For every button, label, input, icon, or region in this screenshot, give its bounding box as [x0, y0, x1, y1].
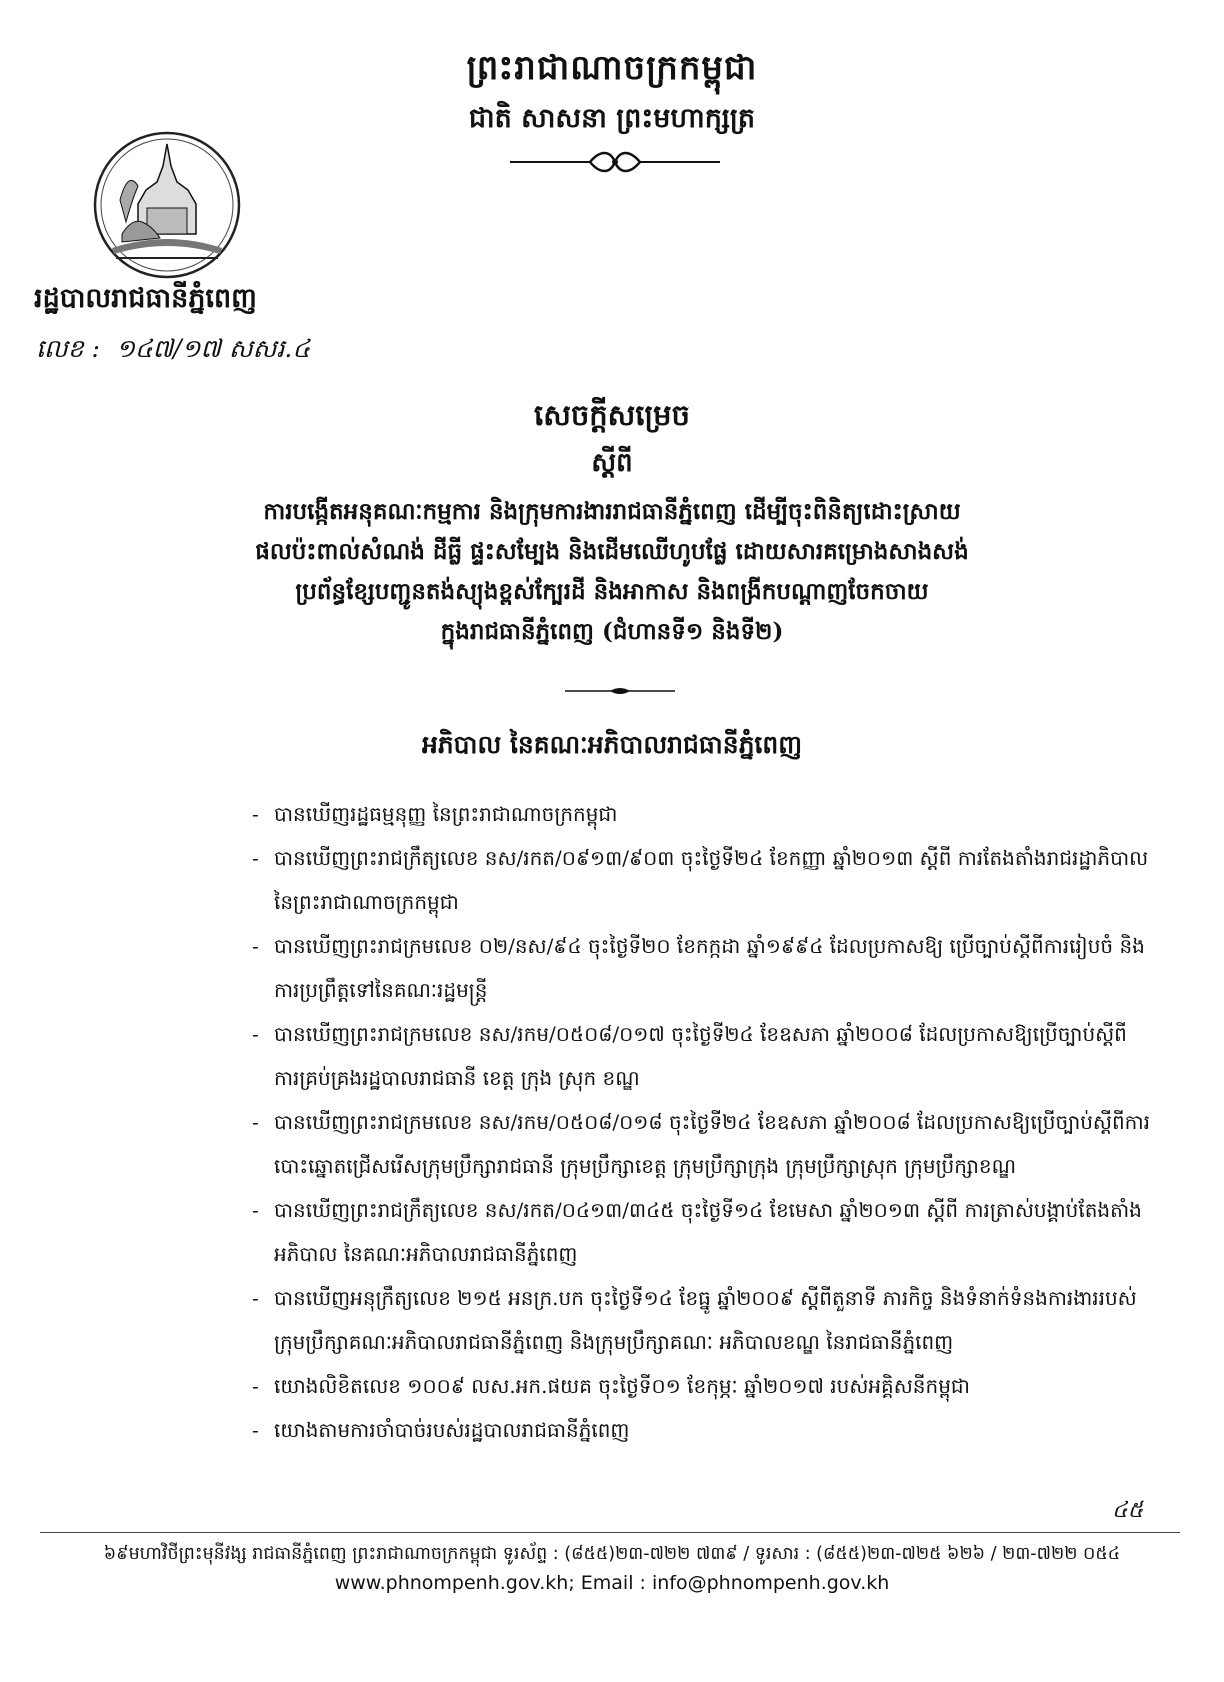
dash-bullet: -: [252, 1110, 259, 1134]
list-item: [252, 1276, 1152, 1364]
list-item: [252, 836, 1152, 924]
list-item: [252, 1100, 1152, 1188]
dash-bullet: -: [252, 1374, 259, 1398]
consideration-text: បានឃើញរដ្ឋធម្មនុញ្ញ នៃព្រះរាជាណាចក្រកម្ពុជា: [274, 802, 618, 826]
subject-line: ផលប៉ះពាល់សំណង់ ដីធ្លី ផ្ទះសម្បែង និងដើមឈើហូបផ្លែ ដោយសារគម្រោងសាងសង់: [255, 538, 969, 565]
list-item: [252, 1188, 1152, 1276]
governor-heading: អភិបាល នៃគណៈអភិបាលរាជធានីភ្នំពេញ: [421, 730, 803, 759]
document-title: សេចក្ដីសម្រេច: [534, 398, 690, 432]
document-about: ស្ដីពី: [591, 448, 633, 478]
phnom-penh-seal-icon: [92, 130, 242, 280]
consideration-text: បានឃើញព្រះរាជក្រមលេខ នស/រកម/០៥០៨/០១៧ ចុះថ្ងៃទី២៤ ខែឧសភា ឆ្នាំ២០០៨ ដែលប្រកាសឱ្យប្រើច្បាប់ស្ដីពីការគ្រប់គ្រងរដ្ឋបាលរាជធានី ខេត្ត ក្រុង ស្រុក ខណ្ឌ: [274, 1022, 1127, 1090]
dash-bullet: -: [252, 1198, 259, 1222]
consideration-text: យោងតាមការចាំបាច់របស់រដ្ឋបាលរាជធានីភ្នំពេញ: [274, 1418, 630, 1442]
consideration-text: បានឃើញអនុក្រឹត្យលេខ ២១៥ អនក្រ.បក ចុះថ្ងៃទី១៤ ខែធ្នូ ឆ្នាំ២០០៩ ស្ដីពីតួនាទី ភារកិច្ច និងទំនាក់ទំនងការងាររបស់ក្រុមប្រឹក្សាគណៈអភិបាលរាជធានីភ្នំពេញ និងក្រុមប្រឹក្សាគណៈ អភិបាលខណ្ឌ នៃរាជធានីភ្នំពេញ: [274, 1286, 1137, 1354]
kingdom-heading: ព្រះរាជាណាចក្រកម្ពុជា: [466, 48, 758, 88]
dash-bullet: -: [252, 1022, 259, 1046]
subject-line: ការបង្កើតអនុគណៈកម្មការ និងក្រុមការងាររាជធានីភ្នំពេញ ដើម្បីចុះពិនិត្យដោះស្រាយ: [263, 498, 961, 525]
issuer-name: រដ្ឋបាលរាជធានីភ្នំពេញ: [34, 283, 257, 314]
consideration-text: បានឃើញព្រះរាជក្រឹត្យលេខ នស/រកត/០៤១៣/៣៤៥ ចុះថ្ងៃទី១៤ ខែមេសា ឆ្នាំ២០១៣ ស្ដីពី ការត្រាស់បង្គាប់តែងតាំងអភិបាល នៃគណៈអភិបាលរាជធានីភ្នំពេញ: [274, 1198, 1142, 1266]
list-item: [252, 924, 1152, 1012]
small-divider-icon: [565, 685, 675, 697]
ornament-divider-icon: [510, 150, 720, 174]
subject-line: ប្រព័ន្ធខ្សែបញ្ជូនតង់ស្យុងខ្ពស់ក្បែរដី និងអាកាស និងពង្រីកបណ្ដាញចែកចាយ: [295, 578, 929, 605]
reference-label: លេខ :: [36, 334, 100, 363]
dash-bullet: -: [252, 1418, 259, 1442]
subject-line: ក្នុងរាជធានីភ្នំពេញ (ជំហានទី១ និងទី២): [440, 618, 784, 645]
footer-address: ៦៩មហាវិថីព្រះមុនីវង្ស រាជធានីភ្នំពេញ ព្រះរាជាណាចក្រកម្ពុជា ទូរស័ព្ទ : (៨៥៥)២៣-៧២២ ៧៣៩ / ទូរសារ : (៨៥៥)២៣-៧២៥ ៦២៦ / ២៣-៧២២ ០៥៤: [103, 1544, 1121, 1564]
list-item: [252, 792, 1152, 836]
dash-bullet: -: [252, 846, 259, 870]
dash-bullet: -: [252, 802, 259, 826]
list-item: [252, 1408, 1152, 1452]
list-item: [252, 1012, 1152, 1100]
national-motto: ជាតិ សាសនា ព្រះមហាក្សត្រ: [468, 103, 756, 134]
handwritten-page-mark: ៤៥: [1112, 1498, 1144, 1523]
consideration-text: បានឃើញព្រះរាជក្រឹត្យលេខ នស/រកត/០៩១៣/៩០៣ ចុះថ្ងៃទី២៤ ខែកញ្ញា ឆ្នាំ២០១៣ ស្ដីពី ការតែងតាំងរាជរដ្ឋាភិបាលនៃព្រះរាជាណាចក្រកម្ពុជា: [274, 846, 1149, 914]
footer-divider: [40, 1532, 1180, 1533]
reference-value: ១៤៧/១៧ សសរ.៤: [115, 334, 311, 363]
list-item: [252, 1364, 1152, 1408]
document-subject: [0, 492, 1224, 652]
dash-bullet: -: [252, 934, 259, 958]
reference-number: [36, 334, 310, 370]
consideration-text: បានឃើញព្រះរាជក្រមលេខ ០២/នស/៩៤ ចុះថ្ងៃទី២០ ខែកក្កដា ឆ្នាំ១៩៩៤ ដែលប្រកាសឱ្យ ប្រើច្បាប់ស្ដីពីការរៀបចំ និងការប្រព្រឹត្តទៅនៃគណៈរដ្ឋមន្ត្រី: [274, 934, 1145, 1002]
footer-web-email: www.phnompenh.gov.kh; Email : info@phnompenh.gov.kh: [334, 1572, 890, 1594]
dash-bullet: -: [252, 1286, 259, 1310]
consideration-text: យោងលិខិតលេខ ១០០៩ លស.អក.ផយគ ចុះថ្ងៃទី០១ ខែកុម្ភៈ ឆ្នាំ២០១៧ របស់អគ្គិសនីកម្ពុជា: [274, 1374, 970, 1398]
consideration-text: បានឃើញព្រះរាជក្រមលេខ នស/រកម/០៥០៨/០១៨ ចុះថ្ងៃទី២៤ ខែឧសភា ឆ្នាំ២០០៨ ដែលប្រកាសឱ្យប្រើច្បាប់ស្ដីពីការបោះឆ្នោតជ្រើសរើសក្រុមប្រឹក្សារាជធានី ក្រុមប្រឹក្សាខេត្ត ក្រុមប្រឹក្សាក្រុង ក្រុមប្រឹក្សាស្រុក ក្រុមប្រឹក្សាខណ្ឌ: [274, 1110, 1151, 1178]
considerations-list: [252, 792, 1152, 1452]
